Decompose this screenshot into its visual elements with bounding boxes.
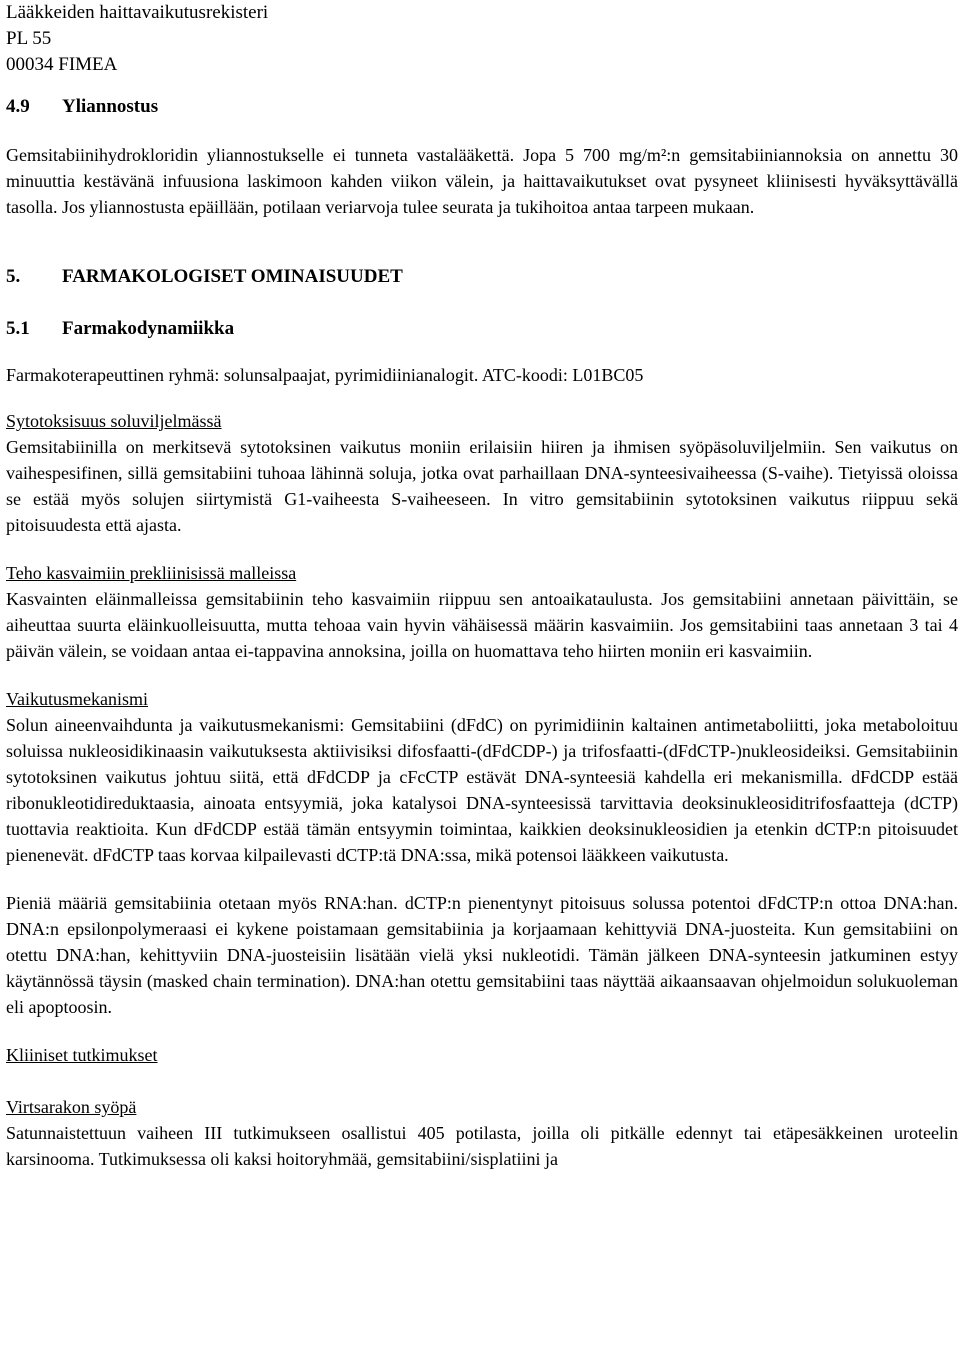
clinical-studies-heading: Kliiniset tutkimukset	[6, 1045, 158, 1065]
section-5-heading	[6, 264, 958, 290]
pharmacotherapeutic-group: Farmakoterapeuttinen ryhmä: solunsalpaajat, pyrimidiinianalogit. ATC-koodi: L01BC05	[6, 365, 644, 385]
address-line-3: 00034 FIMEA	[6, 54, 118, 75]
document-page	[6, 0, 958, 1172]
cytotoxicity-paragraph: Gemsitabiinilla on merkitsevä sytotoksinen vaikutus moniin erilaisiin hiiren ja ihmisen syöpäsoluviljelmiin. Sen vaikutus on vaihespesifinen, sillä gemsitabiini tuhoaa lähinnä soluja, jotka ovat parhaillaan DNA-synteesivaiheessa (S-vaihe). Tietyissä oloissa se estää myös solujen siirtymistä G1-vaiheesta S-vaiheeseen. In vitro gemsitabiinin sytotoksinen vaikutus riippuu sekä pitoisuudesta että ajasta.	[6, 437, 958, 535]
address-line-1: Lääkkeiden haittavaikutusrekisteri	[6, 2, 269, 23]
mechanism-paragraph-1: Solun aineenvaihdunta ja vaikutusmekanismi: Gemsitabiini (dFdC) on pyrimidiinin kaltainen antimetaboliitti, joka metaboloituu soluissa nukleosidikinaasin vaikutuksesta aktiivisiksi difosfaatti-(dFdCDP-) ja trifosfaatti-(dFdCTP-)nukleosideiksi. Gemsitabiinin sytotoksinen vaikutus johtuu siitä, että dFdCDP ja cFcCTP estävät DNA-synteesiä kahdella eri mekanismilla. dFdCDP estää ribonukleotidireduktaasia, ainoata entsyymiä, joka katalysoi DNA-synteesissä tarvittavia deoksinukleosiditrifosfaatteja (dCTP) tuottavia reaktioita. Kun dFdCDP estää tämän entsyymin toimintaa, kaikkien deoksinukleosidien ja etenkin dCTP:n pitoisuudet pienenevät. dFdCTP taas korvaa kilpailevasti dCTP:tä DNA:ssa, mikä potensoi lääkkeen vaikutusta.	[6, 715, 958, 865]
section-number: 5.1	[6, 318, 30, 339]
mechanism-heading: Vaikutusmekanismi	[6, 689, 148, 709]
preclinical-efficacy-paragraph: Kasvainten eläinmalleissa gemsitabiinin teho kasvaimiin riippuu sen antoaikataulusta. Jos gemsitabiini annetaan päivittäin, se aiheuttaa suurta eläinkuolleisuutta, mutta tehoaa vain hyvin vähäisessä määrin kasvaimiin. Jos gemsitabiini taas annetaan 3 tai 4 päivän välein, se voidaan antaa ei-tappavina annoksina, joilla on huomattava teho hiirten moniin eri kasvaimiin.	[6, 589, 958, 661]
cytotoxicity-heading: Sytotoksisuus soluviljelmässä	[6, 411, 222, 431]
section-title: FARMAKOLOGISET OMINAISUUDET	[62, 266, 403, 287]
address-line-2: PL 55	[6, 28, 52, 49]
bladder-cancer-heading: Virtsarakon syöpä	[6, 1097, 137, 1117]
section-4-9-heading	[6, 94, 958, 120]
preclinical-efficacy-heading: Teho kasvaimiin prekliinisissä malleissa	[6, 563, 297, 583]
section-number: 5.	[6, 266, 21, 287]
bladder-cancer-paragraph: Satunnaistettuun vaiheen III tutkimukseen osallistui 405 potilasta, joilla oli pitkälle edennyt tai etäpesäkkeinen uroteelin karsinooma. Tutkimuksessa oli kaksi hoitoryhmää, gemsitabiini/sisplatiini ja	[6, 1123, 958, 1169]
overdose-paragraph: Gemsitabiinihydrokloridin yliannostukselle ei tunneta vastalääkettä. Jopa 5 700 mg/m²:n gemsitabiiniannoksia on annettu 30 minuuttia kestävänä infuusiona laskimoon kahden viikon välein, ja haittavaikutukset ovat pysyneet kliinisesti hyväksyttävällä tasolla. Jos yliannostusta epäillään, potilaan veriarvoja tulee seurata ja tukihoitoa antaa tarpeen mukaan.	[6, 145, 958, 217]
address-block	[6, 0, 958, 78]
mechanism-paragraph-2: Pieniä määriä gemsitabiinia otetaan myös RNA:han. dCTP:n pienentynyt pitoisuus solussa potentoi dFdCTP:n ottoa DNA:han. DNA:n epsilonpolymeraasi ei kykene poistamaan gemsitabiinia ja korjaamaan kehittyviä DNA-juosteita. Kun gemsitabiini on otettu DNA:han, kehittyviin DNA-juosteisiin lisätään vielä yksi nukleotidi. Tämän jälkeen DNA-synteesin jatkuminen estyy käytännössä täysin (masked chain termination). DNA:han otettu gemsitabiini taas näyttää aikaansaavan ohjelmoidun solukuoleman eli apoptoosin.	[6, 893, 958, 1017]
section-5-1-heading	[6, 316, 958, 342]
section-title: Farmakodynamiikka	[62, 318, 235, 339]
section-title: Yliannostus	[62, 96, 159, 117]
section-number: 4.9	[6, 96, 30, 117]
